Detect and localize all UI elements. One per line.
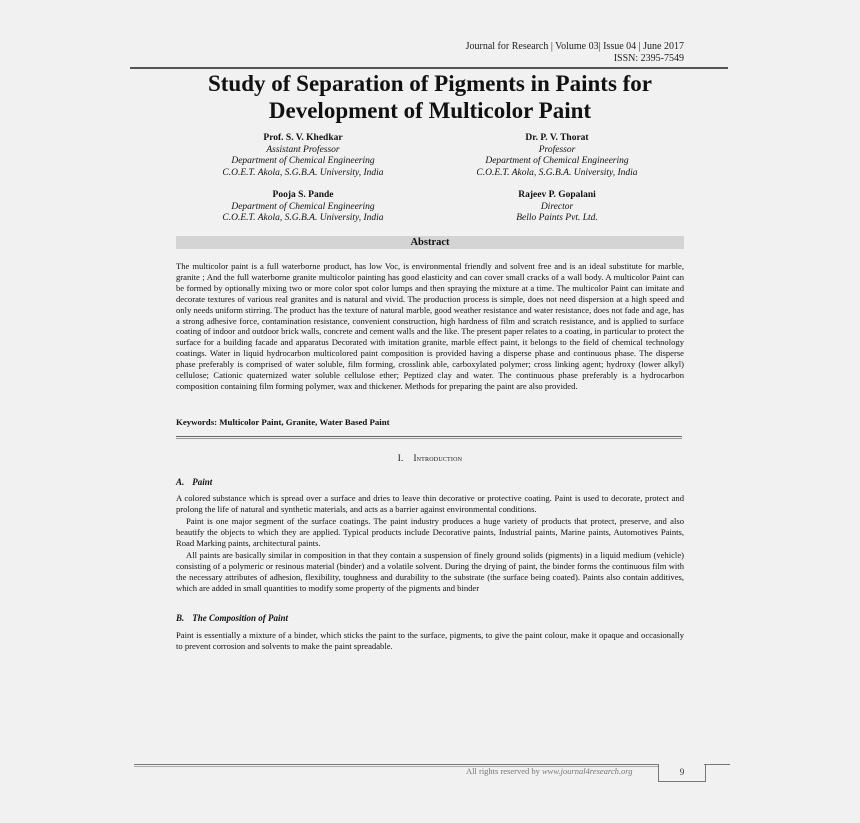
title-line-1: Study of Separation of Pigments in Paints for <box>207 71 653 96</box>
paragraph: Paint is one major segment of the surface coatings. The paint industry produces a huge variety of products that protect, preserve, and also beautify the objects to which they are applied. Typical products include Decorative paints, Industrial paints, Marine paints, Automotives Paints, Road Marking paints, architectural paints. <box>176 516 684 548</box>
section-number: I. <box>397 453 404 463</box>
footer-rule <box>134 764 658 765</box>
author-department: Department of Chemical Engineering <box>485 156 629 166</box>
header-rule <box>130 67 728 69</box>
page-number: 9 <box>658 764 706 782</box>
author-department: Department of Chemical Engineering <box>231 156 375 166</box>
subsection-letter: B. <box>176 613 185 623</box>
author-4 <box>437 190 677 225</box>
author-title: Assistant Professor <box>266 144 340 155</box>
author-affiliation: C.O.E.T. Akola, S.G.B.A. University, India <box>222 167 384 178</box>
paragraph: All paints are basically similar in composition in that they contain a suspension of finely ground solids (pigments) in a liquid medium (vehicle) consisting of a polymeric or resinous material (binder) and a volatile solvent. During the drying of paint, the binder forms the continuous film with the necessary attributes of adhesion, flexibility, toughness and durability to the substrate (the surface being coated). Paints also contain additives, which are added in small quantities to modify some property of the pigments and binder <box>176 550 684 593</box>
subsection-heading-paint <box>176 477 212 488</box>
paragraph: A colored substance which is spread over a surface and dries to leave thin decorative or protective coating. Paint is used to decorate, protect and prolong the life of natural and synthetic materials, and acts as a barrier against environmental conditions. <box>176 493 684 514</box>
author-title: Director <box>540 201 574 212</box>
abstract-heading: Abstract <box>176 236 684 249</box>
author-1 <box>183 133 423 179</box>
author-affiliation: C.O.E.T. Akola, S.G.B.A. University, India <box>222 213 384 223</box>
author-name: Dr. P. V. Thorat <box>525 133 589 143</box>
footer-rights <box>466 766 633 777</box>
journal-website-link[interactable]: www.journal4research.org <box>542 766 633 776</box>
author-3 <box>183 190 423 225</box>
author-name: Pooja S. Pande <box>272 190 334 200</box>
author-affiliation: C.O.E.T. Akola, S.G.B.A. University, India <box>476 167 638 178</box>
keywords: Keywords: Multicolor Paint, Granite, Water Based Paint <box>176 417 390 427</box>
author-name: Rajeev P. Gopalani <box>518 190 596 200</box>
footer-rule-right <box>704 764 730 765</box>
author-department: Department of Chemical Engineering <box>231 201 375 212</box>
subsection-heading-composition <box>176 613 288 624</box>
author-affiliation: Bello Paints Pvt. Ltd. <box>516 213 598 223</box>
title-line-2: Development of Multicolor Paint <box>268 98 592 123</box>
section-heading-introduction <box>176 453 684 464</box>
section-divider <box>176 436 682 437</box>
subsection-title: Paint <box>192 477 213 487</box>
abstract-text: The multicolor paint is a full waterborne product, has low Voc, is environmental friendly and solvent free and is an ideal substitute for marble, granite ; And the full waterborne granite multicolor painting has good elasticity and can cover small cracks of a wall body. A multicolor Paint can be formed by optionally mixing two or more color spot color lumps and then spraying the mixture at a time. The multicolor Paint can imitate and decorate textures of various real granites and is natural and vivid. The production process is simple, does not need dispersion at a high speed and only needs uniform stirring. The product has the texture of natural marble, good weather resistance and water resistance, does not fade and age, has a strong adhesive force, contamination resistance, convenient construction, high hardness of film and scratch resistance, and is applied to surface coating of indoor and outdoor brick walls, concrete and cement walls and the like. The present paper relates to a coating, in particular to protect the surface for a building facade and apparatus Decorated with imitation granite, marble effect paint, it belongs to the field of chemical technology coatings. Water in liquid hydrocarbon multicolored paint composition is provided having a disperse phase and continuous phase. The disperse phase preferably is comprised of water soluble, film forming, crosslink able, carboxylated polymer; cross linking agent; hydroxy (lower alkyl) cellulose; Cationic quaternized water soluble cellulose ether; Peptized clay and water. The continuous phase preferably is a hydrocarbon composition containing film forming polymer, wax and thickener. Methods for preparing the paint are also provided. <box>176 261 684 391</box>
author-2 <box>437 133 677 179</box>
journal-header <box>466 41 684 65</box>
author-title: Professor <box>538 144 576 155</box>
rights-text: All rights reserved by <box>466 766 543 776</box>
subsection-letter: A. <box>176 477 185 487</box>
issn: ISSN: 2395-7549 <box>613 53 684 64</box>
author-name: Prof. S. V. Khedkar <box>263 133 343 143</box>
section-divider-2 <box>176 438 682 439</box>
section-title: Introduction <box>413 453 463 463</box>
subsection-title: The Composition of Paint <box>192 613 289 623</box>
journal-info: Journal for Research | Volume 03| Issue 04 | June 2017 <box>465 41 684 52</box>
paragraph: Paint is essentially a mixture of a binder, which sticks the paint to the surface, pigments, to give the paint colour, make it opaque and occasionally to prevent corrosion and solvents to make the paint spreadable. <box>176 630 684 651</box>
paper-title <box>130 70 730 124</box>
